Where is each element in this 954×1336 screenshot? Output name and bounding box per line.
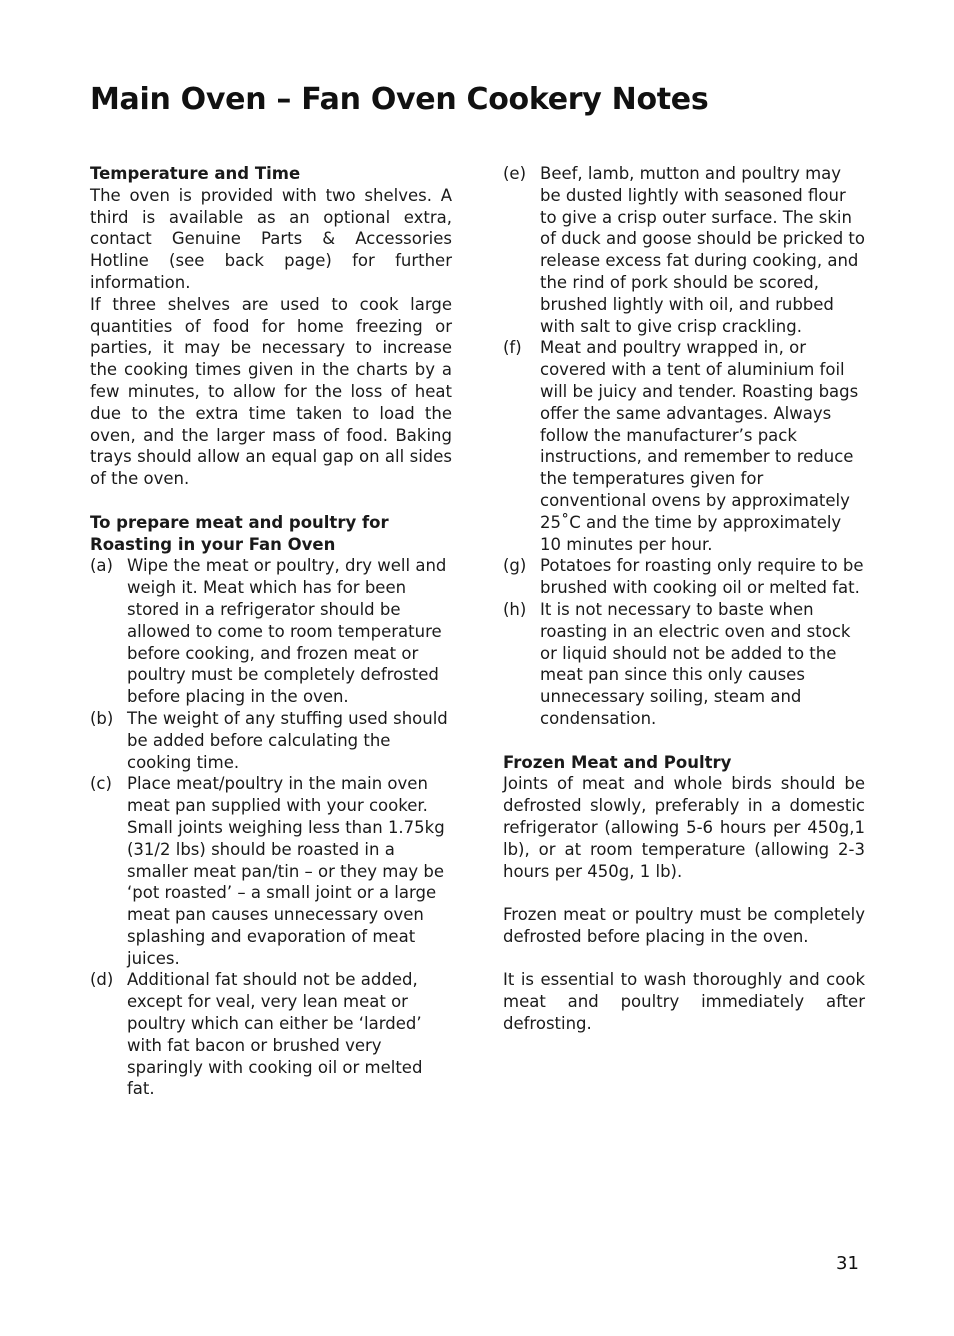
item-label: (h) — [503, 599, 527, 619]
item-label: (d) — [90, 970, 114, 990]
item-label: (e) — [503, 164, 527, 183]
item-label: (a) — [90, 556, 113, 576]
item-label: (f) — [503, 338, 522, 358]
item-text: It is not necessary to baste when roasting in an electric oven and stock or liquid should not be added to the meat pan since this only causes unnecessary soiling, steam and condensation. — [540, 599, 851, 728]
list-item-g — [503, 555, 865, 599]
item-text: Meat and poultry wrapped in, or covered with a tent of aluminium foil will be juicy and tender. Roasting bags offer the same advantages. Always follow the manufacturer’s pack instructions, and remember to reduce the temperatures given for conventional ovens by approximately 25˚C and the time by approximately 10 minutes per hour. — [540, 338, 859, 554]
list-item-h — [503, 599, 865, 730]
page-number: 31 — [836, 1253, 859, 1274]
section-heading-prepare-meat — [90, 512, 452, 556]
paragraph-three-shelves: If three shelves are used to cook large quantities of food for home freezing or parties, it may be necessary to increase the cooking times given in the charts by a few minutes, to allow for the loss of heat due to the extra time taken to load the oven, and the larger mass of food. Baking trays should allow an equal gap on all sides of the oven. — [90, 294, 452, 489]
list-item-b — [90, 708, 452, 773]
item-text: The weight of any stuffing used should be added before calculating the cooking time. — [127, 708, 448, 772]
page-title: Main Oven – Fan Oven Cookery Notes — [90, 82, 709, 117]
list-item-c — [90, 773, 452, 969]
item-text: Place meat/poultry in the main oven meat pan supplied with your cooker. Small joints weighing less than 1.75kg (31/2 lbs) should be roasted in a smaller meat pan/tin – or they may be ‘pot roasted’ – a small joint or a large meat pan causes unnecessary oven splashing and evaporation of meat juices. — [127, 774, 445, 968]
item-text: Wipe the meat or poultry, dry well and weigh it. Meat which has for been stored in a refrigerator should be allowed to come to room temperature before cooking, and frozen meat or poultry must be completely defrosted before placing in the oven. — [127, 556, 447, 707]
paragraph-wash-and-cook: It is essential to wash thoroughly and cook meat and poultry immediately after defrosting. — [503, 970, 865, 1034]
section-heading-frozen: Frozen Meat and Poultry — [503, 752, 732, 772]
item-label: (g) — [503, 556, 527, 576]
item-label: (b) — [90, 708, 114, 728]
list-item-a — [90, 555, 452, 708]
list-item-f — [503, 337, 865, 555]
list-item-d — [90, 969, 452, 1100]
heading-line-2: Roasting in your Fan Oven — [90, 534, 336, 554]
list-item-e — [503, 163, 865, 337]
right-column — [503, 163, 865, 1035]
left-column — [90, 163, 452, 1100]
section-heading-temperature: Temperature and Time — [90, 164, 301, 183]
item-label: (c) — [90, 774, 112, 794]
item-text: Additional fat should not be added, except for veal, very lean meat or poultry which can either be ‘larded’ with fat bacon or brushed very sparingly with cooking oil or melted fat. — [127, 970, 423, 1099]
paragraph-shelves: The oven is provided with two shelves. A third is available as an optional extra, contact Genuine Parts & Accessories Hotline (see back page) for further information. — [90, 185, 452, 292]
paragraph-defrost-slowly: Joints of meat and whole birds should be defrosted slowly, preferably in a domestic refrigerator (allowing 5-6 hours per 450g,1 lb), or at room temperature (allowing 2-3 hours per 450g, 1 lb). — [503, 774, 865, 881]
item-text: Beef, lamb, mutton and poultry may be dusted lightly with seasoned flour to give a crisp outer surface. The skin of duck and goose should be pricked to release excess fat during cooking, and the rind of pork should be scored, brushed lightly with oil, and rubbed with salt to give crisp crackling. — [540, 164, 865, 336]
paragraph-defrost-completely: Frozen meat or poultry must be completely defrosted before placing in the oven. — [503, 905, 865, 946]
item-text: Potatoes for roasting only require to be brushed with cooking oil or melted fat. — [540, 556, 864, 598]
heading-line-1: To prepare meat and poultry for — [90, 512, 389, 532]
